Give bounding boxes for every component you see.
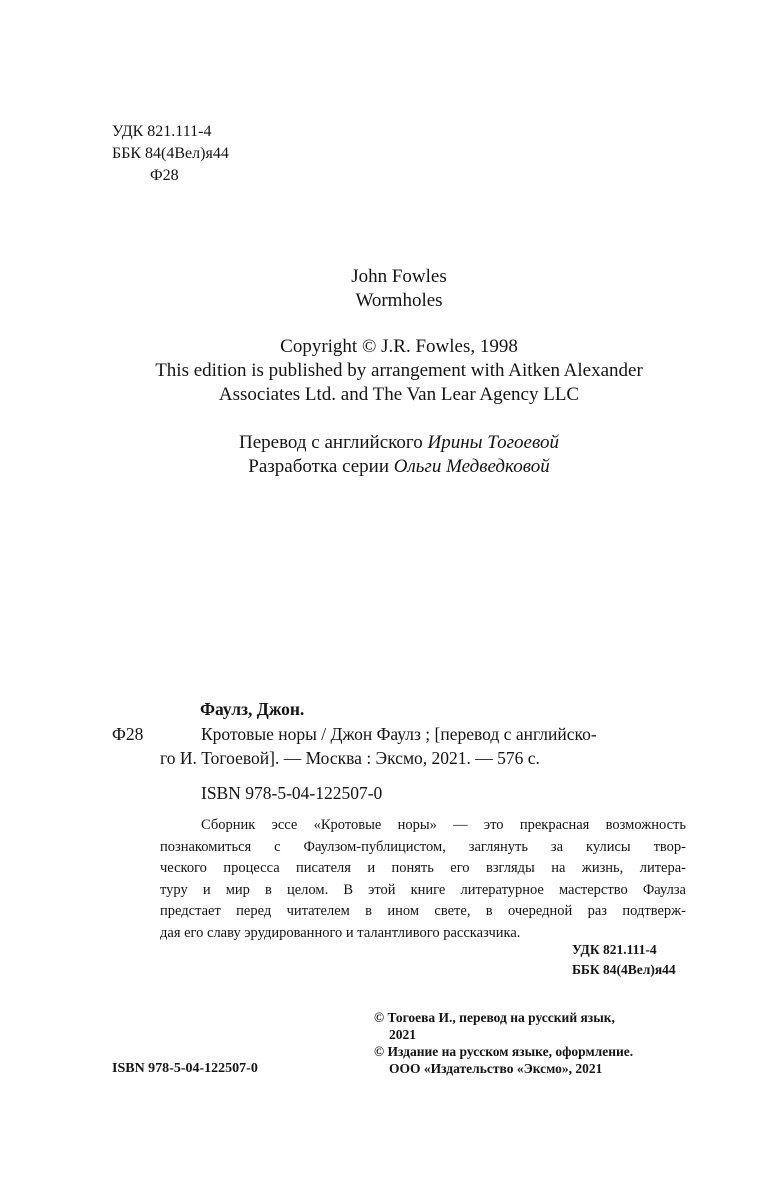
annotation-line: Сборник эссе «Кротовые норы» — это прекрасная возможность: [201, 817, 686, 833]
annotation-line: туру и мир в целом. В этой книге литературное мастерство Фаулза: [160, 881, 686, 898]
annotation-line: дая его славу эрудированного и талантливого рассказчика.: [160, 924, 521, 941]
catalog-description-line-1: Кротовые норы / Джон Фаулз ; [перевод с английско-: [201, 724, 597, 744]
annotation-line: ческого процесса писателя и понять его взгляды на жизнь, литера-: [160, 860, 686, 876]
original-title: Wormholes: [355, 290, 443, 311]
translation-prefix: Перевод с английского: [239, 432, 428, 453]
bbk-code: ББК 84(4Вел)я44: [112, 145, 229, 162]
udk-code: УДК 821.111-4: [112, 123, 212, 140]
footer-isbn: ISBN 978-5-04-122507-0: [112, 1061, 258, 1076]
copyright-translation-line-1: © Тогоева И., перевод на русский язык,: [374, 1010, 615, 1025]
catalog-annotation: [160, 815, 686, 944]
series-credit: [0, 455, 768, 479]
original-author: John Fowles: [351, 266, 447, 287]
copyright-edition-line-2: ООО «Издательство «Эксмо», 2021: [389, 1061, 603, 1076]
catalog-bbk: ББК 84(4Вел)я44: [572, 962, 676, 977]
catalog-isbn: ISBN 978-5-04-122507-0: [201, 783, 383, 803]
credits-block: [0, 431, 768, 479]
catalog-udk: УДК 821.111-4: [572, 942, 657, 957]
series-prefix: Разработка серии: [248, 456, 394, 477]
catalog-heading: Фаулз, Джон.: [200, 699, 305, 719]
annotation-line: познакомиться с Фаулзом-публицистом, заглянуть за кулисы твор-: [160, 838, 686, 855]
catalog-description-line-2: го И. Тогоевой]. — Москва : Эксмо, 2021. — 576 с.: [160, 748, 540, 768]
series-designer-name: Ольги Медведковой: [393, 456, 550, 477]
copyright-block: [0, 335, 768, 407]
catalog-sign: Ф28: [112, 724, 144, 744]
annotation-line: предстает перед читателем в ином свете, в очередной раз подтверж-: [160, 903, 686, 919]
copyright-edition-line-1: © Издание на русском языке, оформление.: [374, 1044, 634, 1059]
copyright-line-2: This edition is published by arrangement with Aitken Alexander: [155, 360, 643, 381]
copyright-line-1: Copyright © J.R. Fowles, 1998: [280, 336, 518, 357]
translation-credit: [0, 431, 768, 455]
copyright-line-3: Associates Ltd. and The Van Lear Agency LLC: [218, 384, 580, 405]
copyright-translation-line-2: 2021: [389, 1027, 416, 1042]
original-title-block: [0, 265, 768, 313]
author-sign: Ф28: [150, 167, 179, 184]
translator-name: Ирины Тогоевой: [427, 432, 559, 453]
